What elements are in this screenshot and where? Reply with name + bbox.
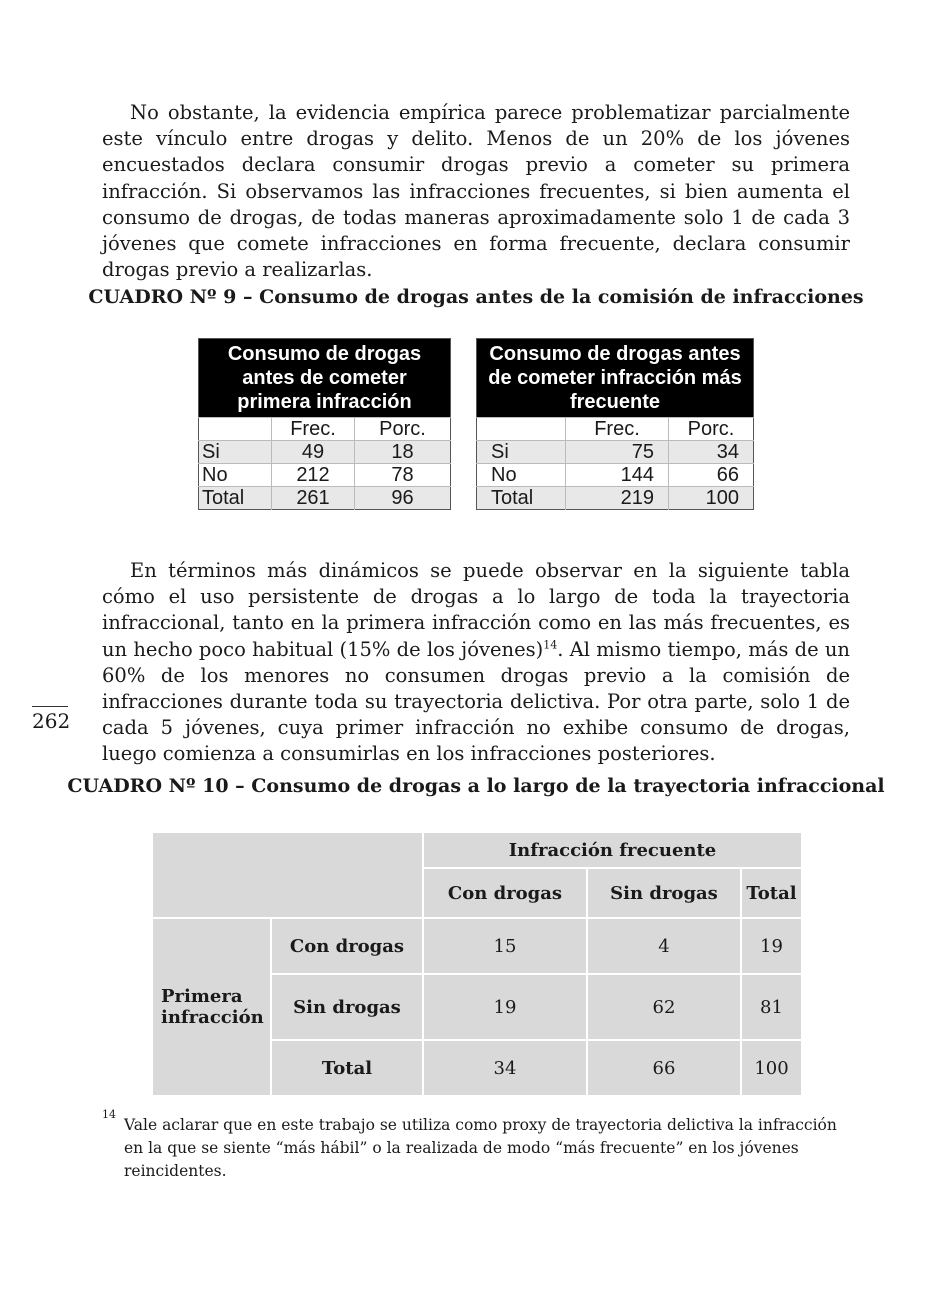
cell-value: 15: [423, 918, 587, 974]
column-header: Porc.: [669, 418, 754, 441]
cell-porc: 34: [669, 441, 754, 464]
footnote-number: 14: [102, 1108, 116, 1121]
paragraph-2-text-after: . Al mismo tiempo, más de un 60% de los menores no consumen drogas previo a la comisión de infracciones durante toda su trayectoria delictiva. Por otra parte, solo 1 de cada 5 jóvenes, cuya primer infracción no exhibe consumo de drogas, luego comienza a consumirlas en los infracciones posteriores.: [102, 637, 850, 766]
page-number: 262: [32, 706, 68, 733]
row-label: Total: [199, 487, 272, 510]
cell-porc: 18: [355, 441, 451, 464]
table-title: Consumo de drogas antes de cometer primera infracción: [199, 339, 451, 418]
row-label: No: [477, 464, 566, 487]
row-label: Total: [477, 487, 566, 510]
cell-value: 4: [587, 918, 741, 974]
row-label: Si: [477, 441, 566, 464]
cuadro-10-caption: CUADRO Nº 10 – Consumo de drogas a lo largo de la trayectoria infraccional: [67, 775, 885, 797]
cell-porc: 78: [355, 464, 451, 487]
cell-frec: 212: [272, 464, 355, 487]
cell-porc: 66: [669, 464, 754, 487]
cuadro-9-table-frecuente: [476, 338, 754, 510]
cell-value: 19: [741, 918, 802, 974]
cell-value: 100: [741, 1040, 802, 1096]
column-header: Frec.: [566, 418, 669, 441]
row-group-header: Primera infracción: [152, 918, 271, 1096]
cell-porc: 100: [669, 487, 754, 510]
paragraph-1: No obstante, la evidencia empírica parece problematizar parcialmente este vínculo entre drogas y delito. Menos de un 20% de los jóvenes encuestados declara consumir drogas previo a cometer su primera infracción. Si observamos las infracciones frecuentes, si bien aumenta el consumo de drogas, de todas maneras aproximadamente solo 1 de cada 3 jóvenes que comete infracciones en forma frecuente, declara consumir drogas previo a realizarlas.: [102, 101, 850, 282]
cell-frec: 261: [272, 487, 355, 510]
cell-porc: 96: [355, 487, 451, 510]
table-row: [477, 464, 754, 487]
column-header: [199, 418, 272, 441]
table-row: [199, 487, 451, 510]
cell-frec: 219: [566, 487, 669, 510]
empty-corner: [152, 832, 423, 918]
cell-value: 62: [587, 974, 741, 1040]
table-title: Consumo de drogas antes de cometer infracción más frecuente: [477, 339, 754, 418]
column-header: Total: [741, 868, 802, 918]
row-label: Si: [199, 441, 272, 464]
table-row: [477, 487, 754, 510]
cell-value: 66: [587, 1040, 741, 1096]
column-header: Porc.: [355, 418, 451, 441]
paragraph-2-text-before: En términos más dinámicos se puede observar en la siguiente tabla cómo el uso persistente de drogas a lo largo de toda la trayectoria infraccional, tanto en la primera infracción como en las más frecuentes, es un hecho poco habitual (15% de los jóvenes): [102, 559, 850, 661]
cell-frec: 75: [566, 441, 669, 464]
footnote-ref[interactable]: 14: [543, 638, 558, 652]
row-label: Con drogas: [271, 918, 423, 974]
column-group-header: Infracción frecuente: [423, 832, 802, 868]
row-label: Total: [271, 1040, 423, 1096]
cuadro-9-caption: CUADRO Nº 9 – Consumo de drogas antes de la comisión de infracciones: [88, 286, 864, 308]
paragraph-2: [102, 558, 850, 768]
table-row: [199, 464, 451, 487]
row-label: Sin drogas: [271, 974, 423, 1040]
table-row: [152, 918, 802, 974]
cell-frec: 49: [272, 441, 355, 464]
column-header: Sin drogas: [587, 868, 741, 918]
column-header: Con drogas: [423, 868, 587, 918]
footnote-text: Vale aclarar que en este trabajo se utiliza como proxy de trayectoria delictiva la infracción en la que se siente “más hábil” o la realizada de modo “más frecuente” en los jóvenes reincidentes.: [124, 1116, 837, 1180]
cell-value: 34: [423, 1040, 587, 1096]
cell-value: 19: [423, 974, 587, 1040]
cell-value: 81: [741, 974, 802, 1040]
cuadro-9-table-primera: [198, 338, 451, 510]
row-label: No: [199, 464, 272, 487]
table-row: [477, 441, 754, 464]
column-header: Frec.: [272, 418, 355, 441]
column-header: [477, 418, 566, 441]
cuadro-10-table: [151, 831, 803, 1097]
table-row: [199, 441, 451, 464]
cell-frec: 144: [566, 464, 669, 487]
